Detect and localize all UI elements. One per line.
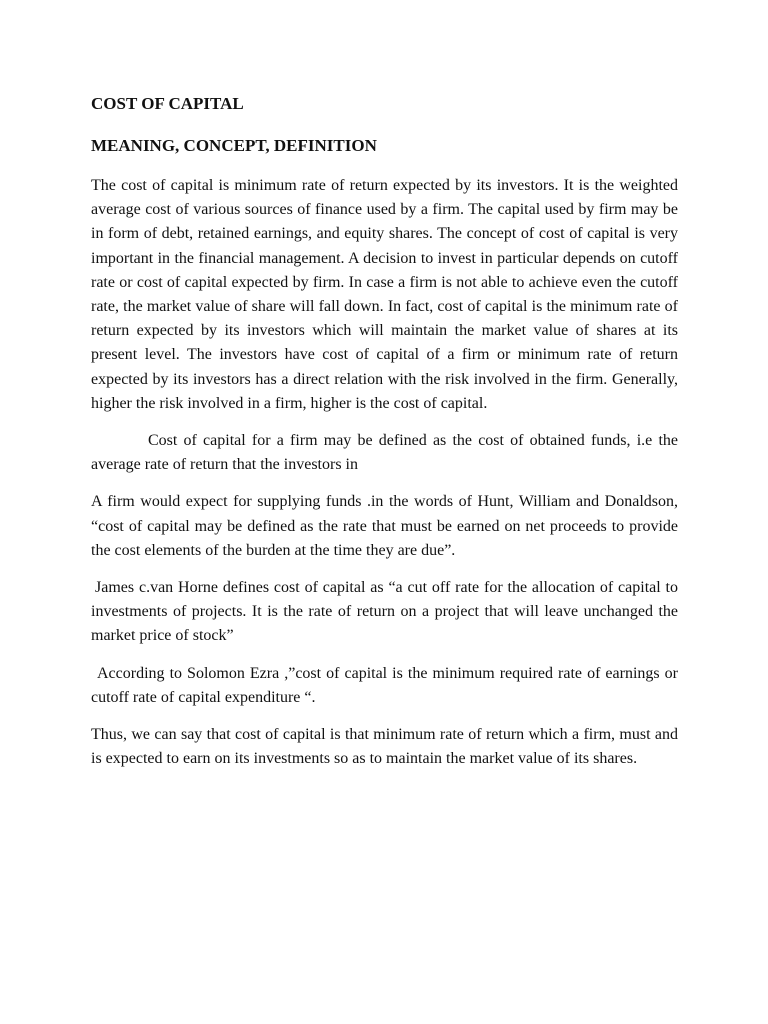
document-body	[91, 92, 678, 784]
paragraph-definition: Cost of capital for a firm may be defined as the cost of obtained funds, i.e the average rate of return that the investors in	[91, 432, 678, 474]
paragraph-hunt-definition: A firm would expect for supplying funds .in the words of Hunt, William and Donaldson, “cost of capital may be defined as the rate that must be earned on net proceeds to provide the cost elements of the burden at the time they are due”.	[91, 493, 678, 559]
paragraph-van-horne-definition: James c.van Horne defines cost of capital as “a cut off rate for the allocation of capital to investments of projects. It is the rate of return on a project that will leave unchanged the market price of stock”	[91, 579, 678, 645]
paragraph-conclusion: Thus, we can say that cost of capital is that minimum rate of return which a firm, must and is expected to earn on its investments so as to maintain the market value of its shares.	[91, 726, 678, 768]
paragraph-intro: The cost of capital is minimum rate of return expected by its investors. It is the weighted average cost of various sources of finance used by a firm. The capital used by firm may be in form of debt, retained earnings, and equity shares. The concept of cost of capital is very important in the financial management. A decision to invest in particular depends on cutoff rate or cost of capital expected by firm. In case a firm is not able to achieve even the cutoff rate, the market value of share will fall down. In fact, cost of capital is the minimum rate of return expected by its investors which will maintain the market value of shares at its present level. The investors have cost of capital of a firm or minimum rate of return expected by its investors has a direct relation with the risk involved in the firm. Generally, higher the risk involved in a firm, higher is the cost of capital.	[91, 177, 678, 412]
paragraph-solomon-definition: According to Solomon Ezra ,”cost of capital is the minimum required rate of earnings or cutoff rate of capital expenditure “.	[91, 664, 678, 706]
section-heading: MEANING, CONCEPT, DEFINITION	[91, 136, 377, 155]
document-title: COST OF CAPITAL	[91, 94, 244, 113]
